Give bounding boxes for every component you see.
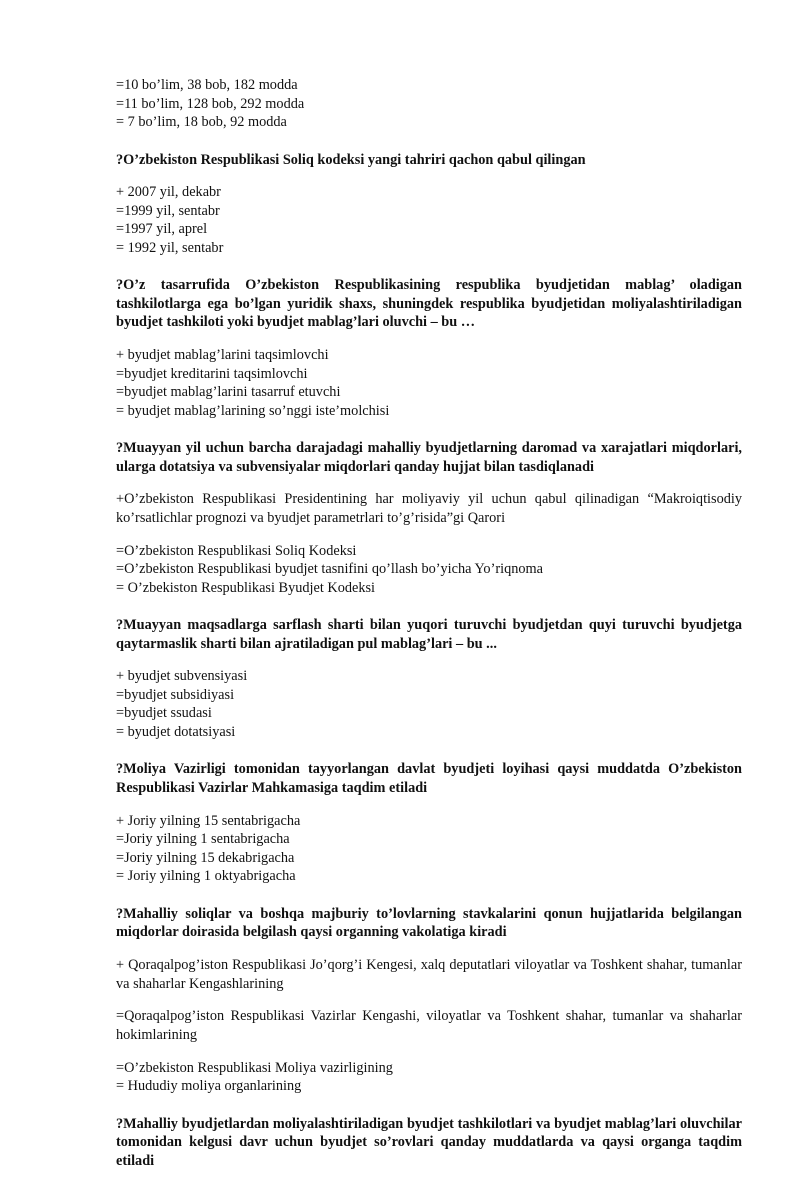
answer-option: =Joriy yilning 1 sentabrigacha xyxy=(116,831,290,848)
question-text: ?Moliya Vazirligi tomonidan tayyorlangan davlat byudjeti loyihasi qaysi muddatda O’zbekiston Respublikasi Vazirlar Mahkamasiga taqdim etiladi xyxy=(116,761,742,796)
answer-option: = byudjet mablag’larining so’nggi iste’molchisi xyxy=(116,402,390,419)
answer-option: + byudjet subvensiyasi xyxy=(116,668,248,685)
question-text: ?Muayyan maqsadlarga sarflash sharti bilan yuqori turuvchi byudjetdan quyi turuvchi byudjetga qaytarmaslik sharti bilan ajratiladigan pul mablag’lari – bu ... xyxy=(116,617,742,652)
answer-option: =byudjet kreditarini taqsimlovchi xyxy=(116,365,308,382)
answer-option: =O’zbekiston Respublikasi Moliya vazirligining xyxy=(116,1059,393,1076)
answer-option: = byudjet dotatsiyasi xyxy=(116,723,236,740)
question-block xyxy=(116,760,742,885)
answer-option: = 7 bo’lim, 18 bob, 92 modda xyxy=(116,114,287,130)
question-text: ?Mahalliy byudjetlardan moliyalashtiriladigan byudjet tashkilotlari va byudjet mablag’lari oluvchilar tomonidan kelgusi davr uchun byudjet so’rovlari qanday muddatlarda va qaysi organga taqdim etiladi xyxy=(116,1115,742,1169)
answer-option: =byudjet mablag’larini tasarruf etuvchi xyxy=(116,384,341,401)
answer-option: =O’zbekiston Respublikasi Soliq Kodeksi xyxy=(116,542,357,559)
question-text: ?O’zbekiston Respublikasi Soliq kodeksi yangi tahriri qachon qabul qilingan xyxy=(116,151,586,168)
question-block xyxy=(116,151,742,258)
answer-option: + Qoraqalpog’iston Respublikasi Jo’qorg’i Kengesi, xalq deputatlari viloyatlar va Toshkent shahar, tumanlar va shaharlar Kengashlarining xyxy=(116,957,742,992)
answer-option: = Hududiy moliya organlarining xyxy=(116,1078,302,1095)
answer-option: =10 bo’lim, 38 bob, 182 modda xyxy=(116,77,298,93)
question-block xyxy=(116,439,742,597)
answer-option: =Qoraqalpog’iston Respublikasi Vazirlar Kengashi, viloyatlar va Toshkent shahar, tumanlar va shaharlar hokimlarining xyxy=(116,1008,742,1043)
intro-answers xyxy=(116,76,742,132)
answer-option: + byudjet mablag’larini taqsimlovchi xyxy=(116,347,329,364)
answer-option: = 1992 yil, sentabr xyxy=(116,239,224,256)
question-block xyxy=(116,276,742,420)
question-text: ?Muayyan yil uchun barcha darajadagi mahalliy byudjetlarning daromad va xarajatlari miqdorlari, ularga dotatsiya va subvensiyalar miqdorlari qanday hujjat bilan tasdiqlanadi xyxy=(116,440,742,475)
question-block xyxy=(116,616,742,741)
answer-option: +O’zbekiston Respublikasi Presidentining har moliyaviy yil uchun qabul qilinadigan “Makroiqtisodiy ko’rsatlichlar prognozi va byudjet parametrlari to’g’risida”gi Qarori xyxy=(116,491,742,526)
answer-option: =11 bo’lim, 128 bob, 292 modda xyxy=(116,95,305,112)
question-text: ?Mahalliy soliqlar va boshqa majburiy to’lovlarning stavkalarini qonun hujjatlarida belgilangan miqdorlar doirasida belgilash qaysi organning vakolatiga kiradi xyxy=(116,905,742,941)
answer-option: = O’zbekiston Respublikasi Byudjet Kodeksi xyxy=(116,579,376,596)
answer-option: =byudjet ssudasi xyxy=(116,705,212,722)
question-block xyxy=(116,905,742,1096)
document-page xyxy=(116,76,742,1189)
answer-option: =Joriy yilning 15 dekabrigacha xyxy=(116,849,295,866)
question-block xyxy=(116,1115,742,1171)
answer-option: =O’zbekiston Respublikasi byudjet tasnifini qo’llash bo’yicha Yo’riqnoma xyxy=(116,561,543,578)
question-text: ?O’z tasarrufida O’zbekiston Respublikasining respublika byudjetidan mablag’ oladigan tashkilotlarga ega bo’lgan yuridik shaxs, shuningdek respublika byudjetidan moliyalashtiriladigan byudjet tashkiloti yoki byudjet mablag’lari oluvchi – bu … xyxy=(116,277,742,331)
answer-option: + 2007 yil, dekabr xyxy=(116,184,221,201)
answer-option: + Joriy yilning 15 sentabrigacha xyxy=(116,812,301,829)
answer-option: = Joriy yilning 1 oktyabrigacha xyxy=(116,868,296,885)
answer-option: =byudjet subsidiyasi xyxy=(116,686,235,703)
answer-option: =1997 yil, aprel xyxy=(116,221,208,238)
answer-option: =1999 yil, sentabr xyxy=(116,202,220,219)
